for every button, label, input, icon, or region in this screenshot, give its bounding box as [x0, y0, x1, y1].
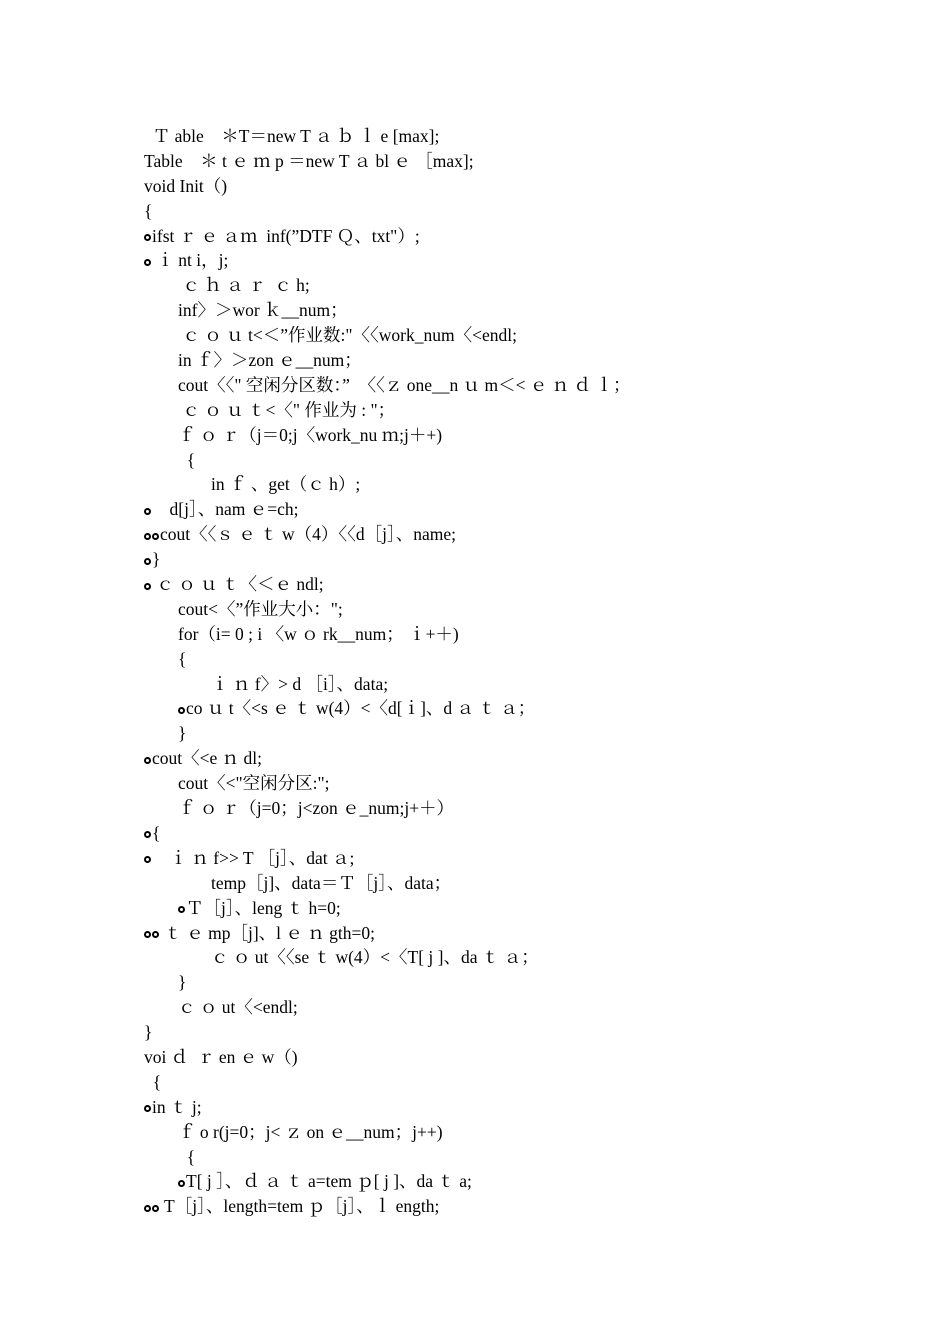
bullet-marks: [144, 248, 152, 273]
bullet-dot-icon: [144, 931, 151, 938]
bullet-dot-icon: [144, 234, 151, 241]
code-line: [144, 224, 631, 249]
bullet-marks: [178, 896, 186, 921]
code-text: Table ＊ t ｅ ｍ p ＝new T ａ bl ｅ ［max];: [144, 150, 474, 171]
code-text: d[j］、nam ｅ=ch;: [152, 499, 299, 520]
code-line: [144, 547, 631, 572]
bullet-marks: [144, 1194, 160, 1219]
code-text: ｔ ｅ mp［j]、l ｅ ｎ gth=0;: [160, 922, 376, 943]
bullet-marks: [144, 497, 152, 522]
code-text: {: [152, 822, 161, 843]
code-text: void Init（): [144, 175, 228, 196]
code-line: [144, 1095, 631, 1120]
code-line: [144, 696, 631, 721]
code-line: [144, 199, 631, 224]
code-line: [144, 597, 631, 622]
bullet-dot-icon: [144, 583, 151, 590]
bullet-dot-icon: [144, 831, 151, 838]
code-text: ｃ ｏ ut〈<endl;: [178, 997, 298, 1018]
code-text: cout〈〈ｓ ｅ ｔ w（4）〈〈d［j］、name;: [160, 524, 457, 545]
code-line: [144, 497, 631, 522]
bullet-marks: [144, 224, 152, 249]
code-line: [144, 945, 631, 970]
bullet-dot-icon: [144, 856, 151, 863]
code-line: [144, 348, 631, 373]
code-text: {: [178, 449, 196, 470]
code-line: [144, 721, 631, 746]
code-text: Ｔ able ＊T＝new T ａ ｂ ｌ e [max];: [144, 126, 440, 146]
bullet-dot-icon: [144, 259, 151, 266]
code-line: [144, 273, 631, 298]
bullet-dot-icon: [152, 931, 159, 938]
code-text: cout<〈”作业大小：";: [178, 598, 343, 619]
code-listing: [144, 124, 631, 1219]
code-text: {: [178, 1146, 196, 1167]
bullet-marks: [178, 1169, 186, 1194]
bullet-marks: [144, 522, 160, 547]
code-line: [144, 423, 631, 448]
code-text: Ｔ［j］、leng ｔ h=0;: [186, 897, 341, 918]
code-line: [144, 921, 631, 946]
bullet-dot-icon: [152, 533, 159, 540]
bullet-dot-icon: [144, 1205, 151, 1212]
code-text: ｆ ｏ ｒ（j＝0;j〈work_nu ｍ;j＋+): [178, 424, 443, 445]
code-line: [144, 622, 631, 647]
code-text: }: [178, 972, 187, 993]
code-line: [144, 1194, 631, 1219]
code-text: temp［j]、data＝Ｔ［j］、data；: [211, 872, 452, 893]
code-text: co ｕ t〈<s ｅ ｔ w(4）<〈d[ｉ]、d ａ ｔ ａ；: [186, 698, 536, 719]
code-line: [144, 821, 631, 846]
code-line: [144, 398, 631, 423]
code-line: [144, 522, 631, 547]
code-text: {: [144, 1071, 162, 1092]
code-line: [144, 672, 631, 697]
bullet-marks: [144, 547, 152, 572]
code-line: [144, 1120, 631, 1145]
bullet-marks: [144, 746, 152, 771]
bullet-marks: [178, 696, 186, 721]
code-line: [144, 970, 631, 995]
bullet-dot-icon: [178, 906, 185, 913]
code-line: [144, 248, 631, 273]
code-text: ｉ nt i，j;: [152, 250, 229, 271]
code-text: ｃ ｏ ｕ ｔ<〈" 作业为 : "；: [178, 399, 396, 420]
bullet-dot-icon: [178, 1180, 185, 1187]
code-text: }: [144, 1022, 153, 1043]
bullet-dot-icon: [144, 757, 151, 764]
code-text: ifst ｒ ｅ ａｍ inf(”DTF Ｑ、txt"）;: [152, 225, 420, 246]
code-text: cout〈<"空闲分区:";: [178, 773, 330, 794]
bullet-dot-icon: [144, 508, 151, 515]
bullet-marks: [144, 846, 152, 871]
bullet-marks: [144, 1095, 152, 1120]
code-text: ｉ ｎ f〉> d ［i］、data;: [211, 673, 389, 694]
bullet-marks: [144, 572, 152, 597]
code-line: [144, 149, 631, 174]
code-line: [144, 124, 631, 149]
code-text: {: [178, 648, 187, 669]
bullet-marks: [144, 921, 160, 946]
code-line: [144, 796, 631, 821]
bullet-dot-icon: [152, 1205, 159, 1212]
code-line: [144, 323, 631, 348]
code-text: for（i= 0 ; i 〈w ｏ rk__num； ｉ+＋): [178, 623, 459, 644]
code-text: T［j］、length=tem ｐ［j］、ｌ ength;: [160, 1196, 440, 1217]
bullet-dot-icon: [178, 707, 185, 714]
code-line: [144, 448, 631, 473]
code-line: [144, 472, 631, 497]
bullet-marks: [144, 821, 152, 846]
code-text: ｃ ｏ ｕ t<＜”作业数:"〈〈work_num〈<endl;: [178, 325, 517, 346]
code-line: [144, 871, 631, 896]
code-text: }: [178, 723, 187, 744]
code-line: [144, 647, 631, 672]
bullet-dot-icon: [144, 1105, 151, 1112]
code-text: ｃ ｏ ｕ ｔ〈＜ｅ ndl;: [152, 574, 324, 595]
code-line: [144, 373, 631, 398]
code-line: [144, 1045, 631, 1070]
code-line: [144, 1020, 631, 1045]
code-text: inf〉＞wor ｋ__num；: [178, 300, 348, 321]
code-line: [144, 995, 631, 1020]
code-text: ｆ o r(j=0；j< ｚ on ｅ__num；j++): [178, 1121, 443, 1142]
code-text: cout〈〈" 空闲分区数：” 〈〈ｚ one__n ｕ m＜< ｅ ｎ ｄ ｌ；: [178, 374, 631, 395]
code-line: [144, 572, 631, 597]
code-text: in ｆ 、get（ｃ h）;: [211, 474, 361, 495]
bullet-dot-icon: [144, 533, 151, 540]
code-line: [144, 1145, 631, 1170]
code-line: [144, 1169, 631, 1194]
code-line: [144, 846, 631, 871]
code-text: in ｆ〉＞zon ｅ__num；: [178, 350, 362, 371]
code-text: ｃ ｈ ａ ｒ ｃ h;: [178, 275, 310, 296]
code-line: [144, 746, 631, 771]
bullet-dot-icon: [144, 558, 151, 565]
code-text: in ｔ j;: [152, 1096, 202, 1117]
code-text: ｉ ｎ f>> T ［j］、dat ａ;: [152, 847, 355, 868]
code-text: T[ j ］、ｄ ａ ｔ a=tem ｐ[ j ]、da ｔ a;: [186, 1171, 472, 1192]
code-line: [144, 174, 631, 199]
code-text: {: [144, 200, 153, 221]
code-line: [144, 298, 631, 323]
code-line: [144, 896, 631, 921]
code-line: [144, 1070, 631, 1095]
code-text: }: [152, 549, 161, 570]
code-text: cout〈<e ｎ dl;: [152, 748, 262, 769]
code-text: voi ｄ ｒ en ｅ w（): [144, 1046, 298, 1067]
code-text: ｃ ｏ ut〈〈se ｔ w(4）<〈T[ j ]、da ｔ ａ；: [211, 947, 539, 968]
code-text: ｆ ｏ ｒ（j=0；j<zon ｅ_num;j+＋）: [178, 798, 455, 819]
code-line: [144, 771, 631, 796]
